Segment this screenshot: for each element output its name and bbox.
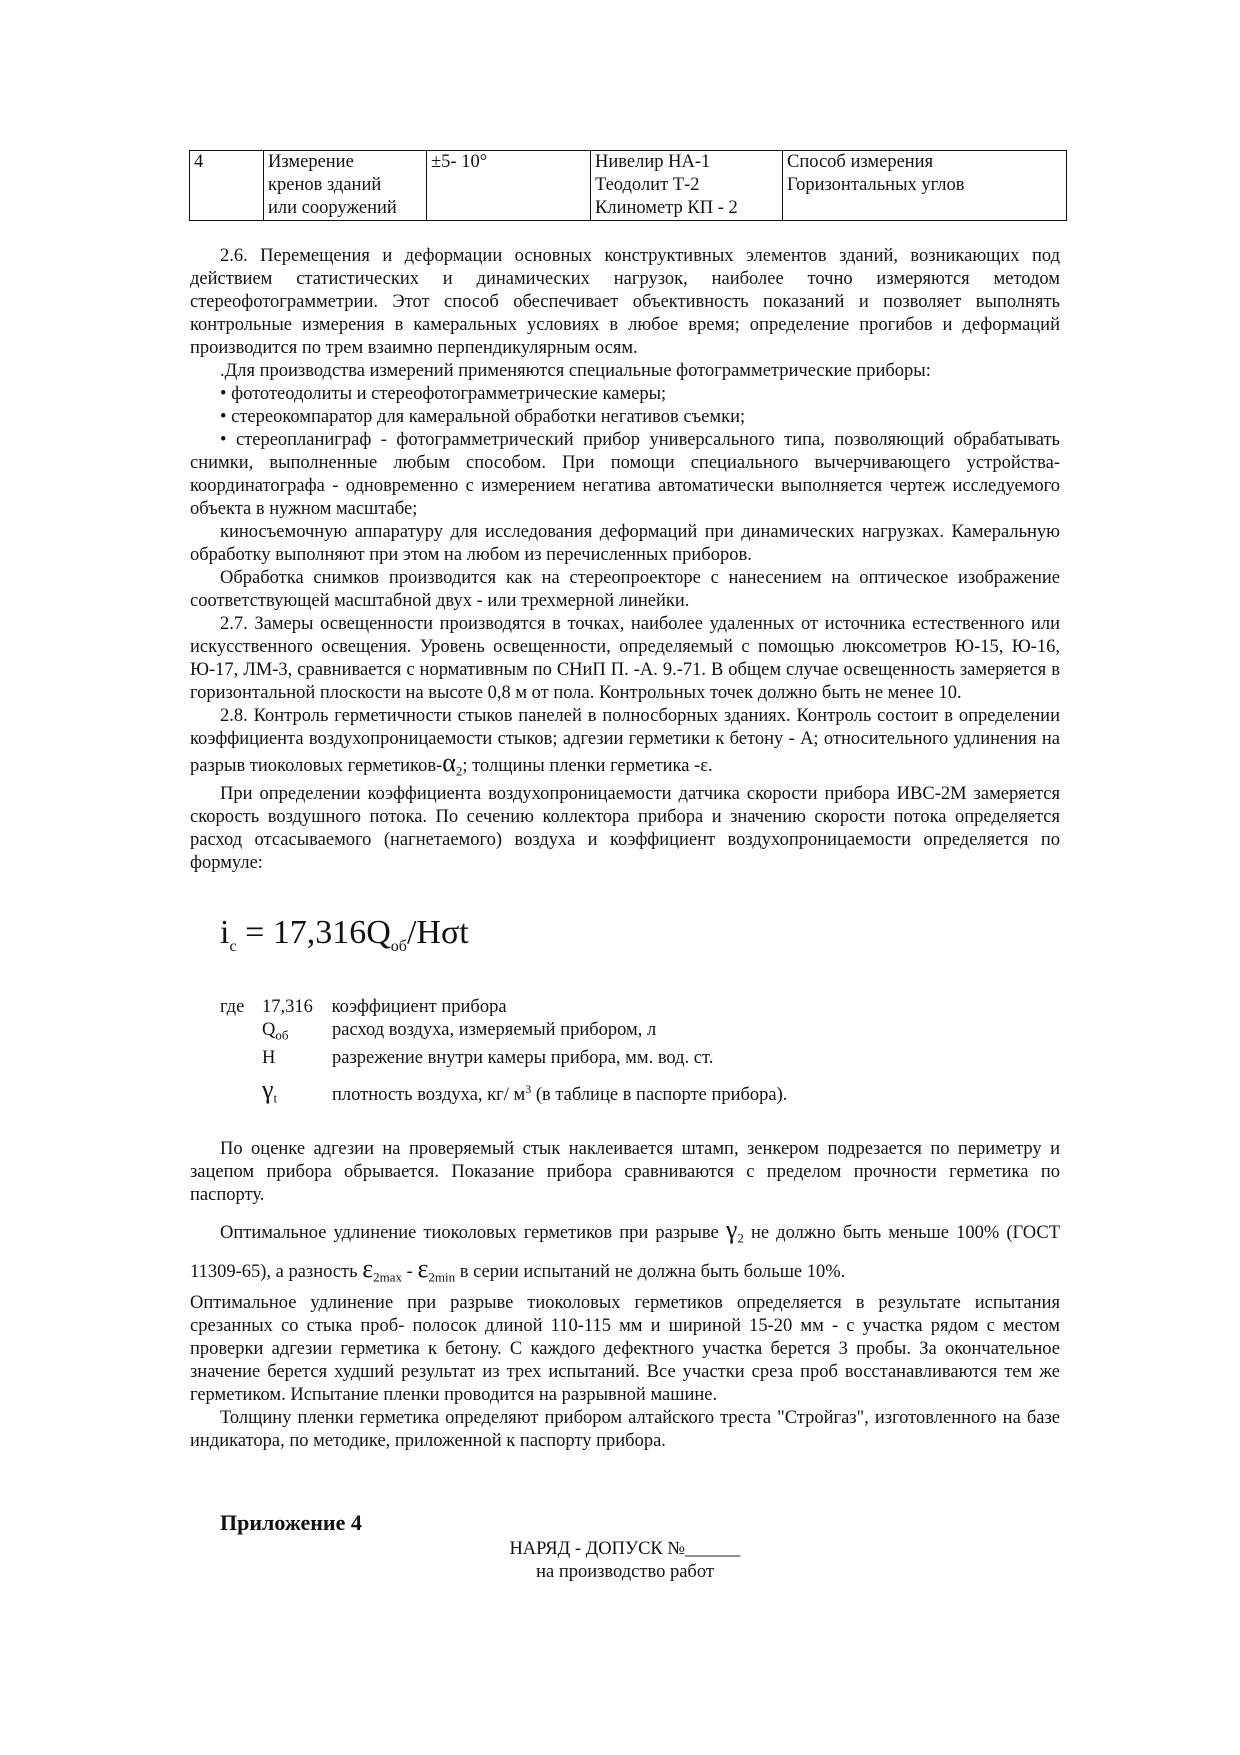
legend-row: где 17,316 коэффициент прибора (220, 997, 507, 1018)
measurement-accuracy: ±5- 10° (427, 151, 591, 221)
paragraph-processing: Обработка снимков производится как на стереопроекторе с нанесением на оптическое изображение соответствующей масштабной двух - или трехмерной линейки. (190, 568, 1060, 611)
paragraph-2-6: 2.6. Перемещения и деформации основных конструктивных элементов зданий, возникающих под действием статистических и динамических нагрузок, наиболее точно измеряются методом стереофотограмметрии. Этот способ обеспечивает объективность показаний и позволяет выполнять контрольные измерения в камеральных условиях в любое время; определение прогибов и деформаций производится по трем взаимно перпендикулярным осям. (190, 246, 1060, 358)
measurement-name: Измерение кренов зданий или сооружений (264, 151, 427, 221)
formula: $i_c = 17,316Q_{об}/H\sigma t$ (220, 913, 469, 955)
paragraph-adhesion: По оценке адгезии на проверяемый стык наклеивается штамп, зенкером подрезается по периметру и зацепом прибора обрывается. Показание прибора сравниваются с пределом прочности герметика по паспорту. (190, 1138, 1060, 1205)
bullet-phototheodolites: • фототеодолиты и стереофотограмметрические камеры; (220, 384, 667, 404)
bullet-stereocomparator: • стереокомпаратор для камеральной обработки негативов съемки; (220, 407, 746, 427)
bullet-stereoplanigraph: • стереопланиграф - фотограмметрический прибор универсального типа, позволяющий обрабатывать снимки, выполненные любым способом. При помощи специального вычерчивающего устройства- координатографа - одновременно с измерением негатива автоматически выполняется чертеж исследуемого объекта в нужном масштабе; (190, 430, 1060, 519)
legend-row: H разрежение внутри камеры прибора, мм. вод. ст. (262, 1048, 714, 1069)
paragraph-kino: киносъемочную аппаратуру для исследования деформаций при динамических нагрузках. Камеральную обработку выполняют при этом на любом из перечисленных приборов. (190, 522, 1060, 565)
legend-row: $\gamma_t$ плотность воздуха, кг/ $м^3$ (в таблице в паспорте прибора). (262, 1075, 788, 1106)
table-row (190, 151, 1067, 221)
legend-row: $Q_{об}$ расход воздуха, измеряемый прибором, л (262, 1020, 657, 1044)
paragraph-optimal-1: Оптимальное удлинение тиоколовых герметиков при разрыве $\gamma_2$ не должно быть меньше 100% (ГОСТ 11309-65), а разность $\varepsilon_{2max} - \varepsilon_{2min}$ в серии испытаний не должна быть больше 10%. (190, 1214, 1061, 1285)
work-permit-subtitle: на производство работ (536, 1562, 714, 1583)
paragraph-2-8: 2.8. Контроль герметичности стыков панелей в полносборных зданиях. Контроль состоит в определении коэффициента воздухопроницаемости стыков; адгезии герметики к бетону - А; относительного удлинения на разрыв тиоколовых герметиков-$\alpha_2$; толщины пленки герметика -ε. (190, 706, 1060, 779)
measurement-method: Способ измерения Горизонтальных углов (783, 151, 1067, 221)
measurement-instruments: Нивелир НА-1 Теодолит Т-2 Клинометр КП - 2 (591, 151, 783, 221)
paragraph-instruments: .Для производства измерений применяются специальные фотограмметрические приборы: (220, 361, 931, 381)
paragraph-thickness: Толщину пленки герметика определяют прибором алтайского треста "Стройгаз", изготовленного на базе индикатора, по методике, приложенной к паспорту прибора. (190, 1408, 1060, 1452)
measurement-table (189, 150, 1067, 221)
formula-legend (220, 996, 1060, 1109)
paragraph-2-7: 2.7. Замеры освещенности производятся в точках, наиболее удаленных от источника естественного или искусственного освещения. Уровень освещенности, определяемый с помощью люксометров Ю-15, Ю-16, Ю-17, ЛМ-3, сравнивается с нормативным по СНиП П. -А. 9.-71. В общем случае освещенность замеряется в горизонтальной плоскости на высоте 0,8 м от пола. Контрольных точек должно быть не менее 10. (190, 614, 1060, 703)
appendix-title: Приложение 4 (220, 1510, 362, 1536)
work-permit-title: НАРЯД - ДОПУСК №______ (509, 1539, 741, 1560)
document-page (190, 150, 1060, 1584)
row-number: 4 (190, 151, 264, 221)
paragraph-optimal-2: Оптимальное удлинение при разрыве тиоколовых герметиков определяется в результате испытания срезанных со стыка проб- полосок длиной 110-115 мм и шириной 15-20 мм - с участка рядом с местом проверки адгезии герметика к бетону. С каждого дефектного участка берется 3 пробы. За окончательное значение берется худший результат из трех испытаний. Все участки среза проб восстанавливаются тем же герметиком. Испытание пленки проводится на разрывной машине. (190, 1293, 1060, 1406)
paragraph-coefficient: При определении коэффициента воздухопроницаемости датчика скорости прибора ИВС-2М замеряется скорость воздушного потока. По сечению коллектора прибора и значению скорости потока определяется расход отсасываемого (нагнетаемого) воздуха и коэффициент воздухопроницаемости определяется по формуле: (190, 783, 1060, 873)
